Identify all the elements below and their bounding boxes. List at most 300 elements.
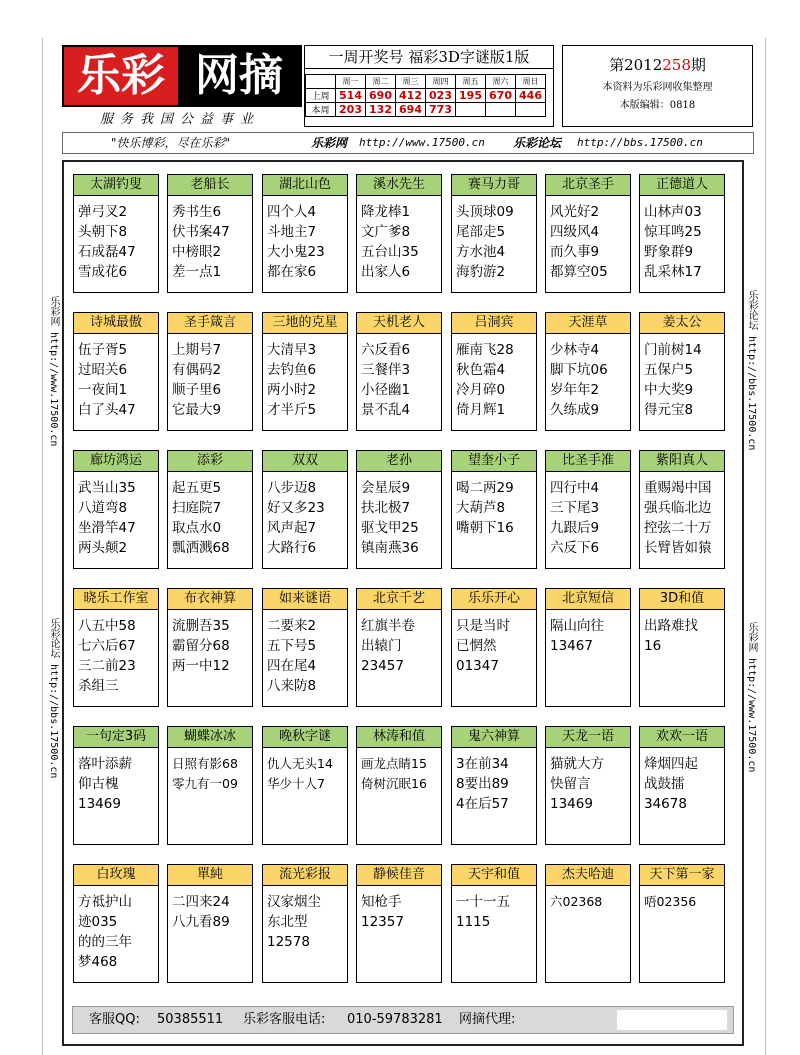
riddle-line: 大清早3	[267, 342, 317, 358]
forum-label: 乐彩论坛	[513, 136, 562, 150]
side-text-right-bottom: 乐彩网 http://www.17500.cn	[746, 622, 757, 773]
riddle-line: 它最大9	[172, 402, 222, 418]
riddle-cell	[73, 312, 159, 431]
riddle-body	[452, 334, 536, 420]
riddle-line: 八来防8	[267, 678, 317, 694]
riddle-author: 天涯草	[546, 313, 630, 334]
phone-number: 010-59783281	[347, 1012, 443, 1027]
riddle-author: 双双	[263, 451, 347, 472]
riddle-author: 杰夫哈迪	[546, 865, 630, 886]
riddle-line: 12357	[361, 914, 404, 930]
riddle-line: 过昭关6	[78, 362, 128, 378]
riddle-cell	[451, 174, 537, 293]
riddle-cell	[639, 312, 725, 431]
riddle-author: 北京短信	[546, 589, 630, 610]
draw-number: 670	[486, 89, 516, 103]
logo-slogan: 服务我国公益事业	[99, 112, 260, 127]
riddle-line: 3在前34	[456, 756, 509, 772]
riddle-author: 溪水先生	[357, 175, 441, 196]
riddle-body	[263, 748, 347, 794]
last-week-row	[306, 89, 546, 103]
riddle-line: 头顶球09	[456, 204, 514, 220]
riddle-cell	[356, 864, 442, 983]
draw-number: 773	[426, 103, 456, 117]
riddle-line: 五下号5	[267, 638, 317, 654]
riddle-cell	[262, 312, 348, 431]
riddle-line: 烽烟四起	[644, 756, 698, 772]
motto: "快乐博彩，尽在乐彩"	[111, 136, 231, 150]
logo-part-2: 网摘	[178, 47, 300, 105]
riddle-line: 1115	[456, 914, 491, 930]
this-week-row	[306, 103, 546, 117]
riddle-line: 脚下坑06	[550, 362, 608, 378]
riddle-line: 乱采林17	[644, 264, 702, 280]
riddle-line: 出家人6	[361, 264, 411, 280]
riddle-line: 八道弯8	[78, 500, 128, 516]
weekday-row	[306, 75, 546, 89]
riddle-line: 华少十人7	[267, 776, 325, 791]
riddle-body	[168, 610, 252, 676]
draw-number: 690	[366, 89, 396, 103]
riddle-line: 只是当时	[456, 618, 510, 634]
riddle-cell	[356, 726, 442, 845]
riddle-body	[546, 334, 630, 420]
riddle-line: 两一中12	[172, 658, 230, 674]
forum-url-link[interactable]: http://bbs.17500.cn	[577, 136, 703, 149]
weekday-header: 周五	[456, 75, 486, 89]
riddle-body	[357, 334, 441, 420]
riddle-body	[640, 472, 724, 558]
riddle-line: 上期号7	[172, 342, 222, 358]
weekday-header: 周日	[516, 75, 546, 89]
riddle-line: 二四来24	[172, 894, 230, 910]
riddle-line: 迹035	[78, 914, 118, 930]
riddle-cell	[545, 726, 631, 845]
riddle-line: 喝二两29	[456, 480, 514, 496]
riddle-line: 猫就大方	[550, 756, 604, 772]
riddle-line: 六02368	[550, 894, 603, 909]
weekday-header: 周一	[336, 75, 366, 89]
riddle-author: 老孙	[357, 451, 441, 472]
draw-number: 514	[336, 89, 366, 103]
riddle-body	[74, 334, 158, 420]
agent-field	[617, 1010, 727, 1030]
riddle-line: 出路难找	[644, 618, 698, 634]
riddle-author: 3D和值	[640, 589, 724, 610]
riddle-line: 三二前23	[78, 658, 136, 674]
riddle-line: 顺子里6	[172, 382, 222, 398]
riddle-line: 七六后67	[78, 638, 136, 654]
riddle-line: 大路行6	[267, 540, 317, 556]
riddle-line: 好又多23	[267, 500, 325, 516]
riddle-body	[168, 196, 252, 282]
riddle-author: 诗城最傲	[74, 313, 158, 334]
riddle-line: 惊耳鸣25	[644, 224, 702, 240]
riddle-author: 赛马力哥	[452, 175, 536, 196]
riddle-line: 才半斤5	[267, 402, 317, 418]
side-text-left-top: 乐彩网 http://www.17500.cn	[48, 296, 59, 447]
logo-part-1: 乐彩	[64, 47, 178, 105]
site-url-link[interactable]: http://www.17500.cn	[359, 136, 485, 149]
riddle-line: 23457	[361, 658, 404, 674]
riddle-author: 正德道人	[640, 175, 724, 196]
riddle-line: 久练成9	[550, 402, 600, 418]
riddle-body	[357, 610, 441, 676]
riddle-line: 知枪手	[361, 894, 402, 910]
riddle-line: 大小鬼23	[267, 244, 325, 260]
riddle-body	[357, 886, 441, 932]
riddle-line: 方祗护山	[78, 894, 132, 910]
riddle-line: 画龙点睛15	[361, 756, 427, 771]
draw-number: 412	[396, 89, 426, 103]
riddle-line: 方水池4	[456, 244, 506, 260]
riddle-line: 弹弓叉2	[78, 204, 128, 220]
riddle-line: 都在家6	[267, 264, 317, 280]
riddle-body	[452, 472, 536, 538]
issue-number	[563, 54, 752, 75]
riddle-body	[357, 472, 441, 558]
riddle-line: 八步迈8	[267, 480, 317, 496]
riddle-line: 东北型	[267, 914, 308, 930]
riddle-line: 日照有影68	[172, 756, 238, 771]
riddle-cell	[73, 726, 159, 845]
site-label: 乐彩网	[311, 136, 348, 150]
riddle-line: 五保户5	[644, 362, 694, 378]
riddle-line: 六反下6	[550, 540, 600, 556]
riddle-author: 晚秋字谜	[263, 727, 347, 748]
riddle-cell	[545, 174, 631, 293]
riddle-line: 两小时2	[267, 382, 317, 398]
side-text-left-bottom: 乐彩论坛 http://bbs.17500.cn	[48, 618, 59, 779]
issue-prefix: 第2012	[609, 56, 663, 74]
riddle-cell	[545, 588, 631, 707]
riddle-line: 流删吾35	[172, 618, 230, 634]
source-note: 本资料为乐彩网收集整理	[602, 82, 713, 93]
editor-note: 本版编辑：0818	[619, 100, 696, 111]
riddle-line: 四级风4	[550, 224, 600, 240]
riddle-body	[168, 886, 252, 932]
riddle-body	[357, 748, 441, 794]
draw-number: 023	[426, 89, 456, 103]
riddle-line: 八九看89	[172, 914, 230, 930]
riddle-author: 望奎小子	[452, 451, 536, 472]
riddle-line: 坐滑竿47	[78, 520, 136, 536]
riddle-body	[546, 886, 630, 912]
riddle-line: 伍子胥5	[78, 342, 128, 358]
riddle-cell	[262, 864, 348, 983]
riddle-body	[452, 748, 536, 814]
qq-number: 50385511	[157, 1012, 224, 1027]
side-text-right-top: 乐彩论坛 http://bbs.17500.cn	[746, 290, 757, 451]
riddle-cell	[167, 726, 253, 845]
riddle-body	[640, 196, 724, 282]
riddle-cell	[451, 312, 537, 431]
riddle-line: 二要来2	[267, 618, 317, 634]
riddle-cell	[639, 864, 725, 983]
riddle-line: 斗地主7	[267, 224, 317, 240]
riddle-line: 的的三年	[78, 934, 132, 950]
riddle-cell	[262, 588, 348, 707]
riddle-body	[263, 610, 347, 696]
riddle-author: 吕洞宾	[452, 313, 536, 334]
riddle-cell	[73, 450, 159, 569]
riddle-cell	[356, 450, 442, 569]
riddle-author: 白玫瑰	[74, 865, 158, 886]
riddle-body	[263, 334, 347, 420]
riddle-cell	[451, 588, 537, 707]
riddle-line: 零九有一09	[172, 776, 238, 791]
riddle-author: 天机老人	[357, 313, 441, 334]
draw-number: 132	[366, 103, 396, 117]
riddle-author: 單純	[168, 865, 252, 886]
riddle-author: 姜太公	[640, 313, 724, 334]
riddle-line: 4在后57	[456, 796, 509, 812]
riddle-line: 16	[644, 638, 662, 654]
lecai-logo	[62, 45, 302, 107]
riddle-line: 差一点1	[172, 264, 222, 280]
riddle-author: 紫阳真人	[640, 451, 724, 472]
riddle-body	[452, 886, 536, 932]
riddle-line: 一十一五	[456, 894, 510, 910]
weekly-draw-table	[305, 74, 546, 117]
riddle-line: 红旗半卷	[361, 618, 415, 634]
footer-bar	[72, 1006, 734, 1034]
agent-label: 网摘代理:	[459, 1012, 516, 1027]
qq-label: 客服QQ:	[89, 1012, 140, 1027]
riddle-line: 13469	[550, 796, 593, 812]
riddle-line: 少林寺4	[550, 342, 600, 358]
riddle-cell	[451, 450, 537, 569]
riddle-cell	[639, 174, 725, 293]
row-label: 本周	[306, 103, 336, 117]
riddle-author: 太湖钓叟	[74, 175, 158, 196]
riddle-line: 秋色霜4	[456, 362, 506, 378]
riddle-cell	[167, 864, 253, 983]
riddle-line: 风声起7	[267, 520, 317, 536]
riddle-author: 湖北山色	[263, 175, 347, 196]
riddle-line: 六反看6	[361, 342, 411, 358]
riddle-line: 中大奖9	[644, 382, 694, 398]
riddle-line: 得元宝8	[644, 402, 694, 418]
riddle-body	[263, 886, 347, 952]
riddle-author: 静候佳音	[357, 865, 441, 886]
tagline-bar	[62, 132, 754, 154]
riddle-cell	[451, 726, 537, 845]
riddle-line: 驱戈甲25	[361, 520, 419, 536]
riddle-body	[546, 610, 630, 656]
riddle-line: 隔山向往	[550, 618, 604, 634]
riddle-author: 林涛和值	[357, 727, 441, 748]
issue-num: 258	[662, 56, 691, 74]
riddle-line: 山林声03	[644, 204, 702, 220]
riddle-author: 老船长	[168, 175, 252, 196]
riddle-cell	[167, 450, 253, 569]
riddle-author: 天龙一语	[546, 727, 630, 748]
riddle-grid	[62, 160, 744, 1046]
riddle-author: 欢欢一语	[640, 727, 724, 748]
riddle-line: 一夜间1	[78, 382, 128, 398]
riddle-line: 扫庭院7	[172, 500, 222, 516]
riddle-line: 倚月辉1	[456, 402, 506, 418]
riddle-line: 会星辰9	[361, 480, 411, 496]
riddle-line: 文广爹8	[361, 224, 411, 240]
riddle-body	[263, 472, 347, 558]
riddle-cell	[545, 864, 631, 983]
riddle-line: 而久事9	[550, 244, 600, 260]
riddle-line: 仰古槐	[78, 776, 119, 792]
riddle-line: 梦468	[78, 954, 118, 970]
draw-number: 694	[396, 103, 426, 117]
riddle-body	[640, 610, 724, 656]
riddle-line: 12578	[267, 934, 310, 950]
riddle-line: 四在尾4	[267, 658, 317, 674]
riddle-line: 小径幽1	[361, 382, 411, 398]
riddle-line: 两头颠2	[78, 540, 128, 556]
riddle-line: 镇南燕36	[361, 540, 419, 556]
riddle-body	[452, 610, 536, 676]
corner-cell	[306, 75, 336, 89]
riddle-line: 13469	[78, 796, 121, 812]
riddle-line: 强兵临北边	[644, 500, 712, 516]
weekday-header: 周六	[486, 75, 516, 89]
riddle-line: 四行中4	[550, 480, 600, 496]
riddle-author: 鬼六神算	[452, 727, 536, 748]
riddle-line: 01347	[456, 658, 499, 674]
riddle-line: 三餐伴3	[361, 362, 411, 378]
riddle-line: 门前树14	[644, 342, 702, 358]
riddle-line: 战鼓擂	[644, 776, 685, 792]
riddle-cell	[262, 726, 348, 845]
weekly-draw-box	[304, 45, 554, 127]
phone-label: 乐彩客服电话:	[243, 1012, 326, 1027]
riddle-line: 倚树沉眠16	[361, 776, 427, 791]
riddle-line: 大葫芦8	[456, 500, 506, 516]
riddle-line: 雁南飞28	[456, 342, 514, 358]
riddle-line: 武当山35	[78, 480, 136, 496]
riddle-cell	[73, 588, 159, 707]
riddle-cell	[73, 174, 159, 293]
riddle-author: 流光彩报	[263, 865, 347, 886]
issue-box	[562, 45, 753, 127]
riddle-author: 如来谜语	[263, 589, 347, 610]
riddle-line: 雪成花6	[78, 264, 128, 280]
riddle-cell	[356, 312, 442, 431]
riddle-cell	[545, 312, 631, 431]
riddle-line: 起五更5	[172, 480, 222, 496]
riddle-body	[640, 334, 724, 420]
riddle-line: 三下尾3	[550, 500, 600, 516]
riddle-line: 中榜眼2	[172, 244, 222, 260]
riddle-body	[74, 472, 158, 558]
riddle-cell	[167, 312, 253, 431]
riddle-author: 圣手箴言	[168, 313, 252, 334]
draw-number	[456, 103, 486, 117]
riddle-cell	[639, 588, 725, 707]
riddle-author: 晓乐工作室	[74, 589, 158, 610]
riddle-cell	[545, 450, 631, 569]
riddle-line: 8要出89	[456, 776, 509, 792]
riddle-line: 13467	[550, 638, 593, 654]
riddle-body	[546, 472, 630, 558]
riddle-line: 控弦二十万	[644, 520, 712, 536]
riddle-line: 野象群9	[644, 244, 694, 260]
riddle-cell	[262, 174, 348, 293]
riddle-line: 八五中58	[78, 618, 136, 634]
draw-number	[486, 103, 516, 117]
riddle-cell	[451, 864, 537, 983]
riddle-line: 瓢洒溅68	[172, 540, 230, 556]
riddle-author: 蝴蝶冰冰	[168, 727, 252, 748]
riddle-cell	[639, 726, 725, 845]
riddle-author: 三地的克星	[263, 313, 347, 334]
draw-number: 446	[516, 89, 546, 103]
riddle-author: 廊坊鸿运	[74, 451, 158, 472]
issue-suffix: 期	[690, 56, 706, 74]
riddle-cell	[73, 864, 159, 983]
riddle-line: 已惘然	[456, 638, 497, 654]
riddle-line: 岁年年2	[550, 382, 600, 398]
riddle-author: 一句定3码	[74, 727, 158, 748]
riddle-author: 天下第一家	[640, 865, 724, 886]
draw-number: 195	[456, 89, 486, 103]
riddle-line: 取点水0	[172, 520, 222, 536]
riddle-line: 伏书案47	[172, 224, 230, 240]
riddle-line: 34678	[644, 796, 687, 812]
riddle-author: 比圣手准	[546, 451, 630, 472]
riddle-cell	[356, 588, 442, 707]
row-label: 上周	[306, 89, 336, 103]
draw-number	[516, 103, 546, 117]
riddle-line: 重赐竭中国	[644, 480, 712, 496]
riddle-line: 嘴朝下16	[456, 520, 514, 536]
riddle-body	[640, 748, 724, 814]
riddle-cell	[356, 174, 442, 293]
riddle-line: 唔02356	[644, 894, 697, 909]
riddle-line: 五台山35	[361, 244, 419, 260]
riddle-line: 汉家烟尘	[267, 894, 321, 910]
riddle-body	[263, 196, 347, 282]
riddle-author: 添彩	[168, 451, 252, 472]
riddle-line: 景不乱4	[361, 402, 411, 418]
riddle-line: 出辕门	[361, 638, 402, 654]
riddle-author: 天宇和值	[452, 865, 536, 886]
riddle-cell	[167, 588, 253, 707]
riddle-author: 布衣神算	[168, 589, 252, 610]
riddle-line: 霸留分68	[172, 638, 230, 654]
riddle-line: 去钓鱼6	[267, 362, 317, 378]
riddle-body	[74, 610, 158, 696]
riddle-line: 落叶添薪	[78, 756, 132, 772]
riddle-body	[168, 472, 252, 558]
riddle-line: 白了头47	[78, 402, 136, 418]
riddle-body	[357, 196, 441, 282]
riddle-line: 尾部走5	[456, 224, 506, 240]
riddle-body	[546, 748, 630, 814]
riddle-line: 冷月碎0	[456, 382, 506, 398]
weekly-draw-title: 一周开奖号 福彩3D字谜版1版	[305, 46, 553, 69]
draw-number: 203	[336, 103, 366, 117]
riddle-line: 风光好2	[550, 204, 600, 220]
riddle-line: 快留言	[550, 776, 591, 792]
riddle-author: 乐乐开心	[452, 589, 536, 610]
riddle-body	[452, 196, 536, 282]
riddle-author: 北京千艺	[357, 589, 441, 610]
riddle-cell	[639, 450, 725, 569]
riddle-body	[640, 886, 724, 912]
riddle-line: 仇人无头14	[267, 756, 333, 771]
riddle-line: 杀组三	[78, 678, 119, 694]
riddle-body	[168, 334, 252, 420]
